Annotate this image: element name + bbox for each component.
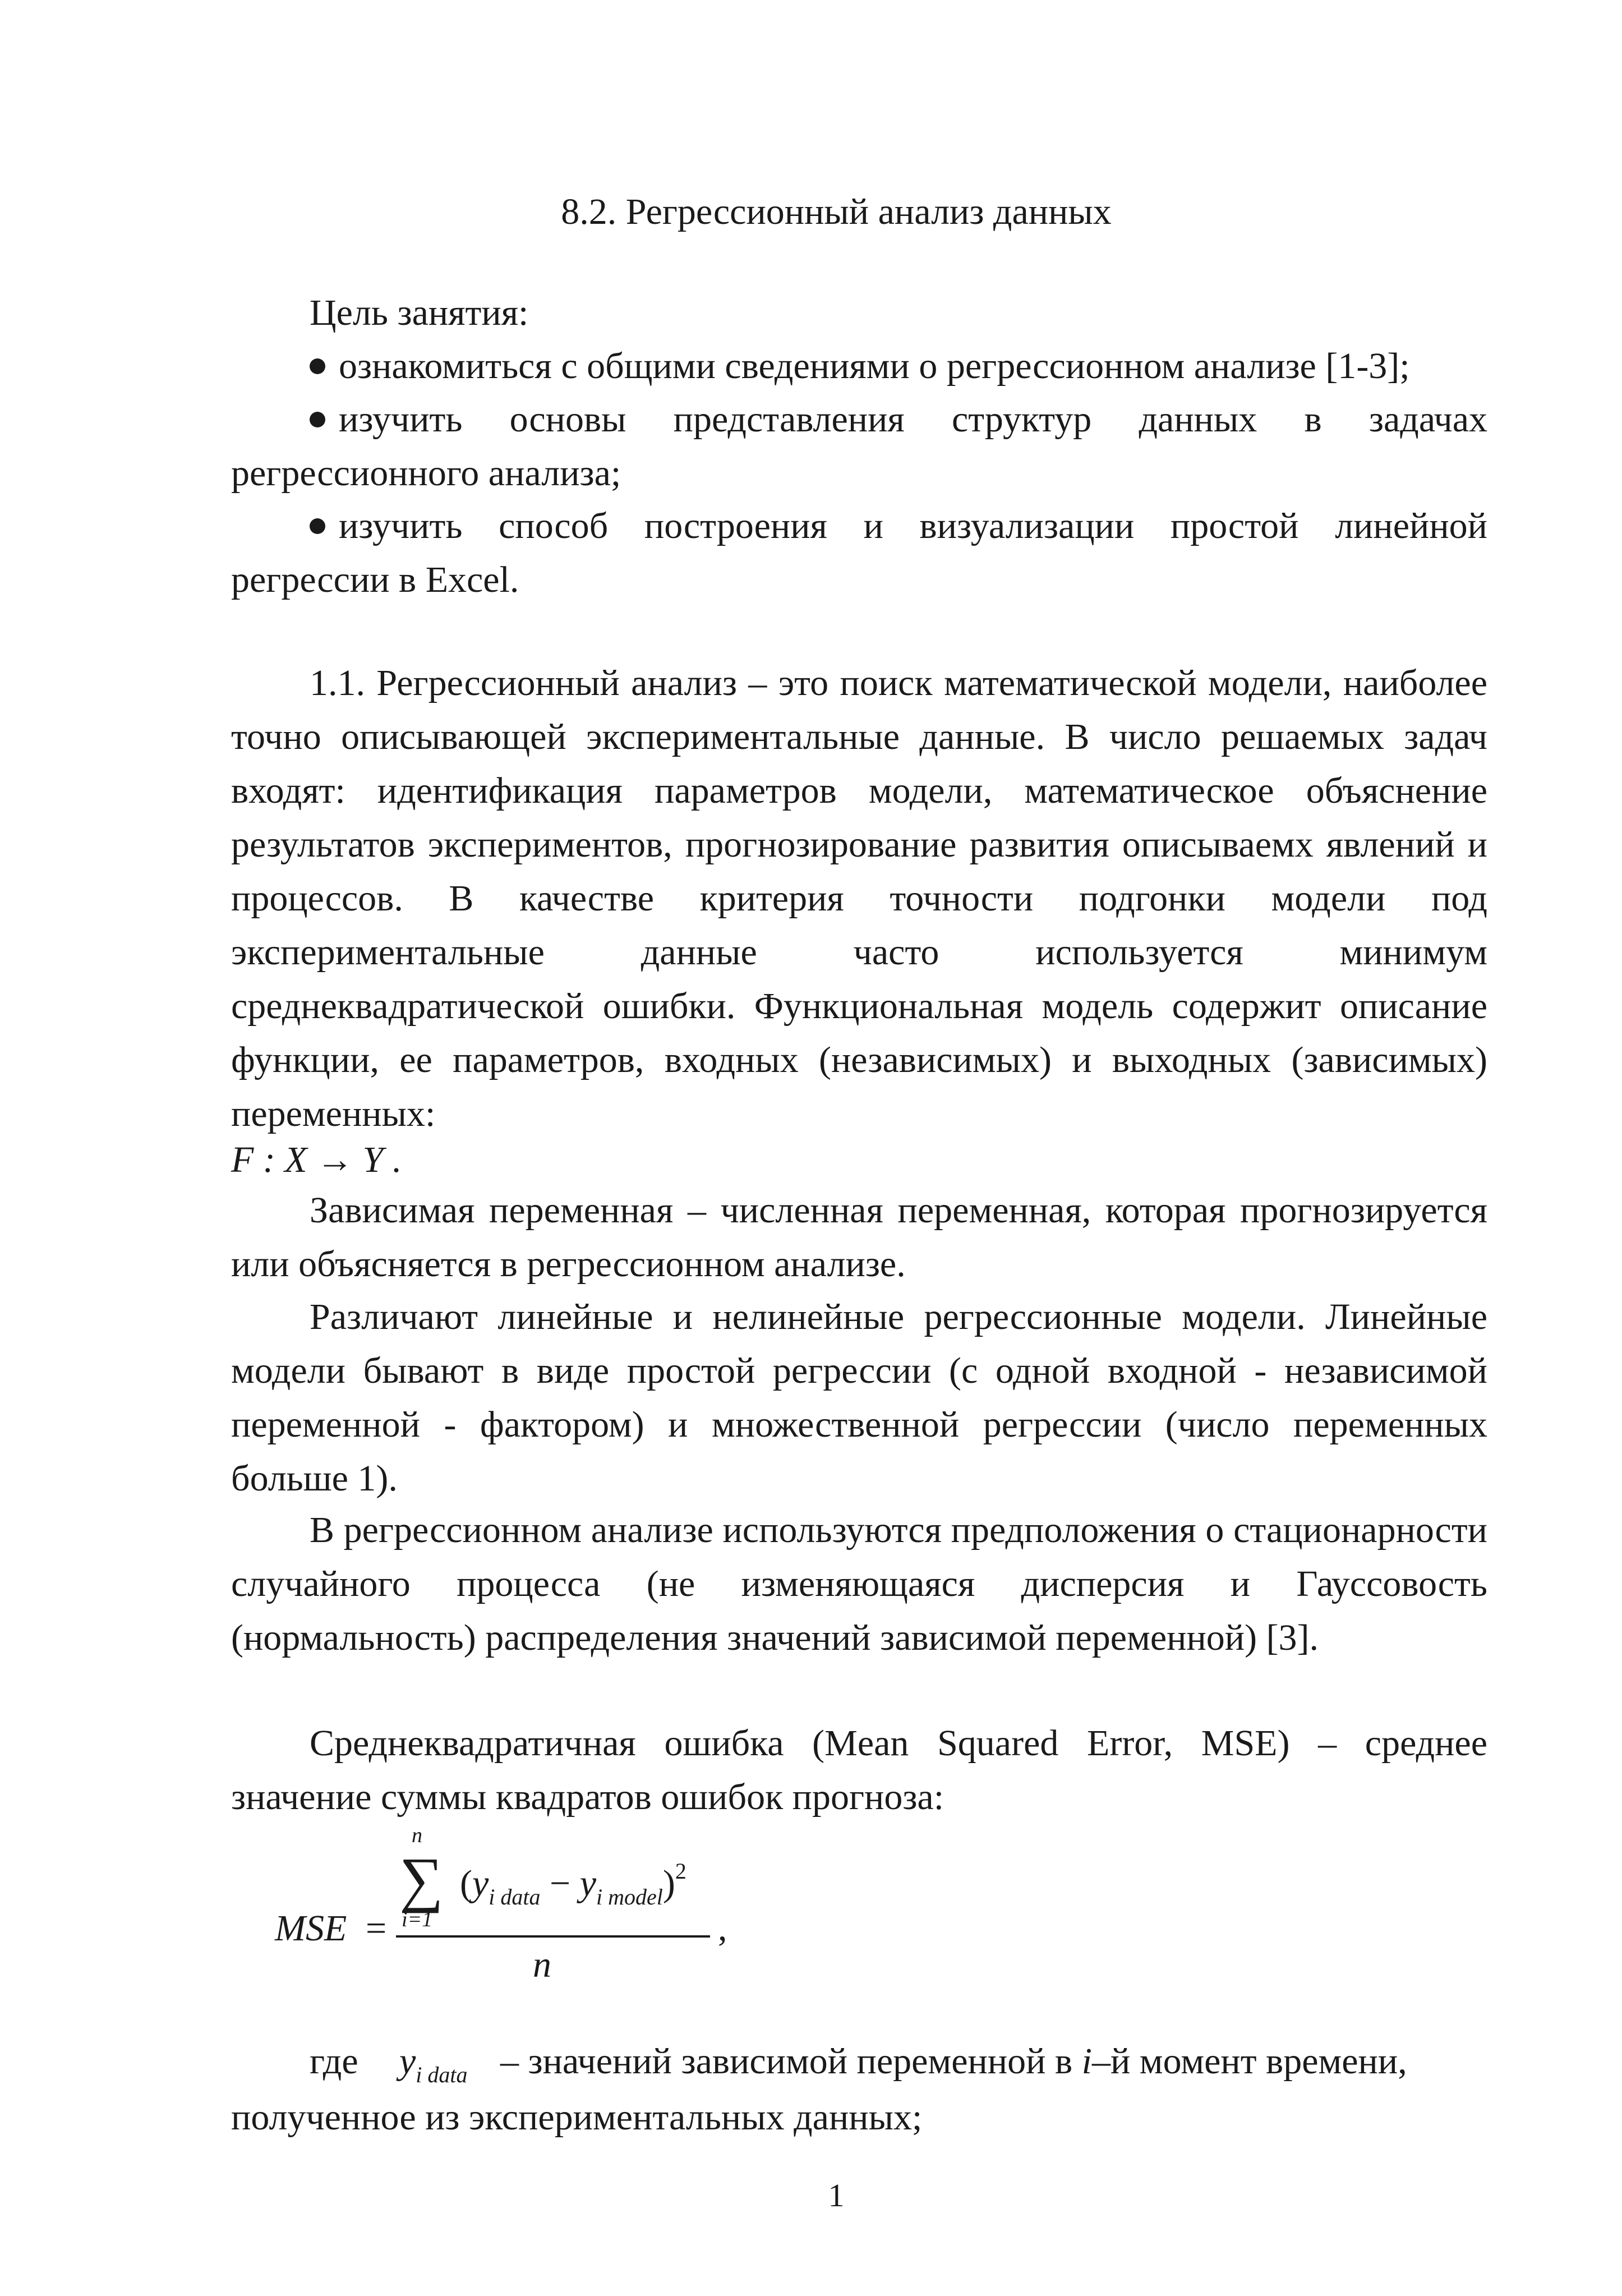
goal-label: Цель занятия:: [310, 292, 529, 333]
list-item-text: ознакомиться с общими сведениями о регрессионном анализе [1-3];: [339, 346, 1410, 386]
where-variable: [399, 2033, 468, 2094]
paragraph: Различают линейные и нелинейные регрессионные модели. Линейные модели бывают в виде простой регрессии (с одной входной - независимой переменной - фактором) и множественной регрессии (число переменных больше 1).: [231, 1296, 1487, 1499]
page-number: 1: [828, 2177, 845, 2214]
paragraph: Среднеквадратичная ошибка (Mean Squared Error, MSE) – среднее значение суммы квадратов ошибок прогноза:: [231, 1723, 1487, 1818]
bullet-icon: [310, 412, 325, 427]
paragraph: Зависимая переменная – численная переменная, которая прогнозируется или объясняется в регрессионном анализе.: [231, 1190, 1487, 1285]
fraction-line: [396, 1935, 710, 1938]
sum-symbol: ∑: [399, 1845, 444, 1913]
list-item: [231, 393, 1487, 500]
list-item-text: изучить основы представления структур данных в задачах регрессионного анализа;: [231, 399, 1487, 494]
paragraph: В регрессионном анализе используются предположения о стационарности случайного процесса (не изменяющаяся дисперсия и Гауссовость (нормальность) распределения значений зависимой переменной) [3].: [231, 1510, 1487, 1658]
where-index: i: [1081, 2041, 1092, 2082]
y-model-subscript: i model: [596, 1884, 663, 1910]
open-paren: (: [460, 1863, 472, 1904]
mse-formula: [275, 1823, 780, 2008]
where-word: где: [310, 2041, 358, 2082]
formula-numerator: [460, 1858, 686, 1910]
where-var-subscript: i data: [416, 2062, 468, 2087]
formula-denominator: n: [533, 1944, 551, 1985]
paragraph: 1.1. Регрессионный анализ – это поиск математической модели, наиболее точно описывающей экспериментальные данные. В число решаемых задач входят: идентификация параметров модели, математическое объяснение результатов экспериментов, прогнозирование развития описываемх явлений и процессов. В качестве критерия точности подгонки модели под экспериментальные данные часто используется минимум среднеквадратической ошибки. Функциональная модель содержит описание функции, ее параметров, входных (независимых) и выходных (зависимых) переменных:: [231, 662, 1487, 1134]
sum-upper-limit: n: [412, 1824, 422, 1847]
y-data-subscript: i data: [489, 1884, 541, 1910]
list-item-text: изучить способ построения и визуализации простой линейной регрессии в Excel.: [231, 505, 1487, 600]
where-line-2: полученное из экспериментальных данных;: [231, 2097, 923, 2138]
bullet-icon: [310, 518, 325, 534]
sum-lower-limit: i=1: [402, 1908, 433, 1931]
power-exponent: 2: [675, 1858, 686, 1884]
list-item: [231, 339, 1487, 393]
where-text-before: – значений зависимой переменной в: [500, 2041, 1073, 2082]
formula-equals: =: [366, 1908, 387, 1949]
where-description: [500, 2033, 1487, 2090]
mapping-formula: F : X → Y .: [231, 1139, 402, 1180]
y-data-var: y: [472, 1863, 489, 1904]
where-text-after: –й момент времени,: [1091, 2041, 1407, 2082]
y-model-var: y: [579, 1863, 597, 1904]
where-var-letter: y: [399, 2041, 416, 2082]
formula-lhs: MSE: [275, 1908, 347, 1949]
formula-comma: ,: [718, 1908, 727, 1949]
close-paren: ): [662, 1863, 675, 1904]
list-item: [231, 499, 1487, 607]
bullet-icon: [310, 358, 325, 374]
minus-sign: −: [540, 1863, 580, 1904]
page-title: 8.2. Регрессионный анализ данных: [561, 191, 1112, 232]
